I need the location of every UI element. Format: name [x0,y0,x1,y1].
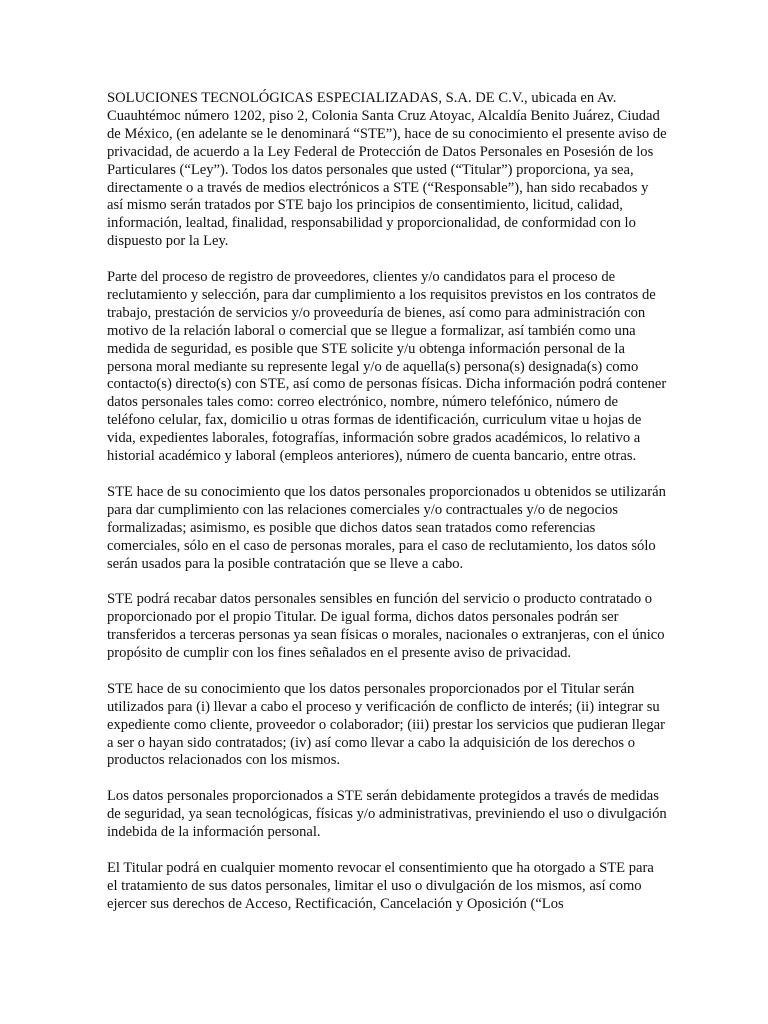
paragraph-data-collection: Parte del proceso de registro de proveedores, clientes y/o candidatos para el proceso de reclutamiento y selección, para dar cumplimiento a los requisitos previstos en los contratos de trabajo, prestación de servicios y/o proveeduría de bienes, así como para administración con motivo de la relación laboral o comercial que se llegue a formalizar, así también como una medida de seguridad, es posible que STE solicite y/u obtenga información personal de la persona moral mediante su represente legal y/o de aquella(s) persona(s) designada(s) como contacto(s) directo(s) con STE, así como de personas físicas. Dicha información podrá contener datos personales tales como: correo electrónico, nombre, número telefónico, número de teléfono celular, fax, domicilio u otras formas de identificación, curriculum vitae u hojas de vida, expedientes laborales, fotografías, información sobre grados académicos, lo relativo a historial académico y laboral (empleos anteriores), número de cuenta bancario, entre otras. [107,269,667,465]
paragraph-arco-rights: El Titular podrá en cualquier momento revocar el consentimiento que ha otorgado a STE para el tratamiento de sus datos personales, limitar el uso o divulgación de los mismos, así como ejercer sus derechos de Acceso, Rectificación, Cancelación y Oposición (“Los [107,859,654,912]
document-body [107,90,667,914]
paragraph-purposes: STE hace de su conocimiento que los datos personales proporcionados por el Titular serán utilizados para (i) llevar a cabo el proceso y verificación de conflicto de interés; (ii) integrar su expediente como cliente, proveedor o colaborador; (iii) prestar los servicios que pudieran llegar a ser o hayan sido contratados; (iv) así como llevar a cabo la adquisición de los derechos o productos relacionados con los mismos. [107,680,665,769]
paragraph-data-usage: STE hace de su conocimiento que los datos personales proporcionados u obtenidos se utilizarán para dar cumplimiento con las relaciones comerciales y/o contractuales y/o de negocios formalizadas; asimismo, es posible que dichos datos sean tratados como referencias comerciales, sólo en el caso de personas morales, para el caso de reclutamiento, los datos sólo serán usados para la posible contratación que se lleve a cabo. [107,483,666,572]
paragraph-company-notice: SOLUCIONES TECNOLÓGICAS ESPECIALIZADAS, S.A. DE C.V., ubicada en Av. Cuauhtémoc número 1202, piso 2, Colonia Santa Cruz Atoyac, Alcaldía Benito Juárez, Ciudad de México, (en adelante se le denominará “STE”), hace de su conocimiento el presente aviso de privacidad, de acuerdo a la Ley Federal de Protección de Datos Personales en Posesión de los Particulares (“Ley”). Todos los datos personales que usted (“Titular”) proporciona, ya sea, directamente o a través de medios electrónicos a STE (“Responsable”), han sido recabados y así mismo serán tratados por STE bajo los principios de consentimiento, licitud, calidad, información, lealtad, finalidad, responsabilidad y proporcionalidad, de conformidad con lo dispuesto por la Ley. [107,90,667,250]
paragraph-security-measures: Los datos personales proporcionados a STE serán debidamente protegidos a través de medidas de seguridad, ya sean tecnológicas, físicas y/o administrativas, previniendo el uso o divulgación indebida de la información personal. [107,788,667,841]
paragraph-sensitive-data: STE podrá recabar datos personales sensibles en función del servicio o producto contratado o proporcionado por el propio Titular. De igual forma, dichos datos personales podrán ser transferidos a terceras personas ya sean físicas o morales, nacionales o extranjeras, con el único propósito de cumplir con los fines señalados en el presente aviso de privacidad. [107,591,665,662]
